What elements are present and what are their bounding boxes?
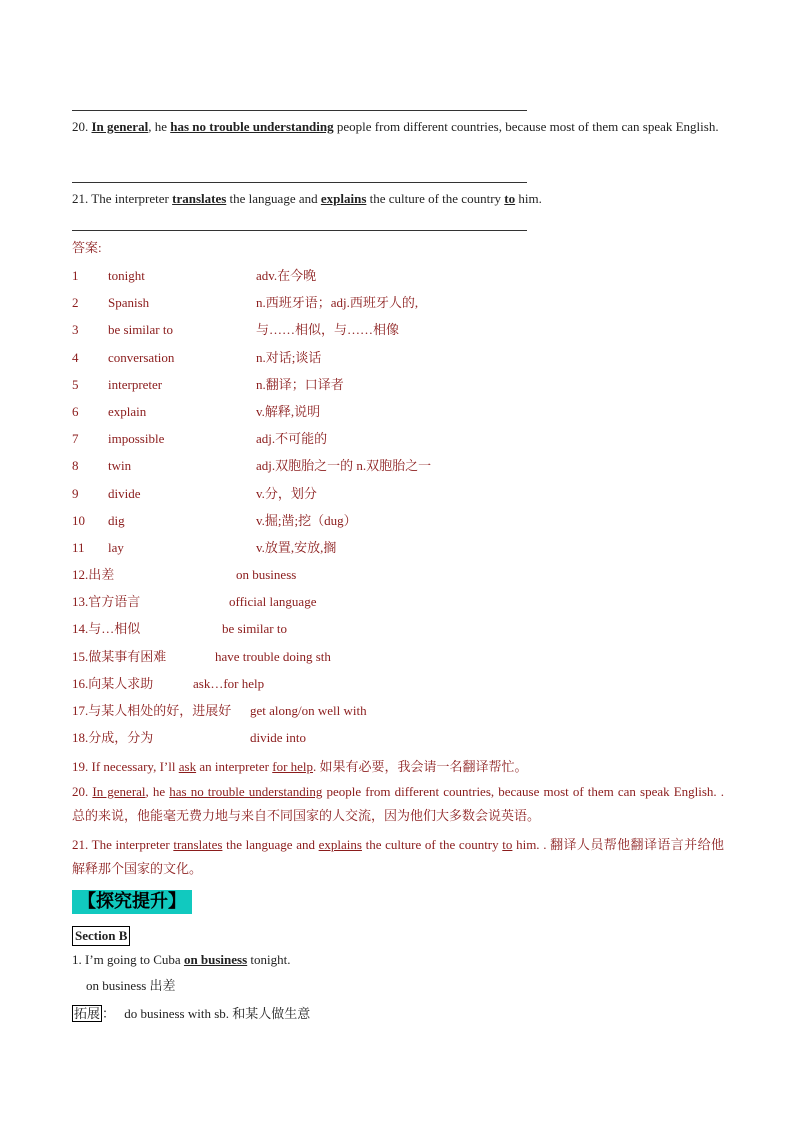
vocab-word: tonight [108,268,145,283]
vocab-meaning: v.解释,说明 [256,404,321,419]
expand-label: 拓展 [74,1006,101,1021]
vocab-number: 1 [72,268,79,283]
example1-text: 1. I’m going to Cuba [72,952,181,967]
q20-number: 20. [72,119,89,134]
a20-keyword-trouble: has no trouble understanding [169,784,323,799]
answer-line-21 [72,230,527,231]
q21-text-2: the culture of the country [369,191,502,206]
q20-keyword-in-general: In general [91,119,149,134]
phrase-chinese: 13.官方语言 [72,594,141,610]
q21-keyword-translates: translates [172,191,227,206]
example1-text-end: tonight. [250,952,291,967]
a21-translation: him. . 翻译人员帮他翻译语言并给他解释那个国家的文化。 [72,837,724,876]
vocab-word: dig [108,512,125,528]
vocab-word: twin [108,458,132,474]
vocab-meaning: v.放置,安放,搁 [256,540,337,555]
a21-text: 21. The interpreter [72,837,170,852]
vocab-number: 9 [72,485,79,501]
vocab-meaning: n.翻译；口译者 [256,376,344,392]
question-20 [72,115,724,139]
vocab-word: interpreter [108,376,163,392]
a21-keyword-explains: explains [318,837,362,852]
a21-text-2: the language and [226,837,315,852]
a19-keyword-for-help: for help [272,759,314,774]
vocab-word: explain [108,404,147,419]
q21-keyword-explains: explains [320,191,367,206]
vocab-number: 3 [72,322,79,338]
phrase-english: on business [236,567,297,582]
a19-text-2: an interpreter [199,759,269,774]
expand-note [72,1002,724,1026]
q21-keyword-to: to [504,191,516,206]
phrase-english: ask…for help [193,675,265,691]
vocab-word: conversation [108,349,175,365]
example-1 [72,948,724,972]
phrase-english: divide into [250,730,306,746]
vocab-word: lay [108,540,124,555]
vocab-meaning: v.掘;凿;挖（dug） [256,512,357,528]
vocab-meaning: adj.双胞胎之一的 n.双胞胎之一 [256,458,432,474]
q20-keyword-trouble: has no trouble understanding [170,119,334,134]
phrase-chinese: 14.与…相似 [72,621,141,637]
vocab-meaning: v.分，划分 [256,485,317,501]
answers-label: 答案: [72,240,102,255]
a20-text: , he [145,784,166,799]
a21-keyword-translates: translates [173,837,223,852]
expand-colon: ： [102,1006,116,1021]
vocab-word: impossible [108,431,165,447]
question-21 [72,187,724,211]
answer-line-20 [72,182,527,183]
a21-text-3: the culture of the country [365,837,499,852]
a20-translation: people from different countries, because most of them can speak English. . 总的来说，他能毫无费力地与来自不同国家的人交流，因为他们大多数会说英语。 [72,784,725,823]
section-b-label: Section B [72,926,130,946]
vocab-meaning: adj.不可能的 [256,431,328,447]
a21-keyword-to: to [502,837,513,852]
phrase-english: official language [229,594,317,610]
section-header-explore: 【探究提升】 [72,890,192,914]
vocab-meaning: 与……相似，与……相像 [256,322,400,338]
note-phrase: on business 出差 [86,978,176,993]
vocab-meaning: n.对话;谈话 [256,349,322,365]
phrase-english: have trouble doing sth [215,648,331,664]
vocab-meaning: n.西班牙语；adj.西班牙人的, [256,295,419,311]
vocab-number: 2 [72,295,79,311]
vocab-word: be similar to [108,322,173,338]
vocab-number: 7 [72,431,79,447]
phrase-english: be similar to [222,621,287,637]
phrase-chinese: 15.做某事有困难 [72,648,167,664]
vocab-number: 11 [72,540,85,555]
example1-keyword: on business [183,952,248,967]
vocab-number: 8 [72,458,79,474]
a19-translation: . 如果有必要，我会请一名翻译帮忙。 [313,759,528,774]
a19-keyword-ask: ask [178,759,197,774]
a20-keyword-in-general: In general [92,784,146,799]
q20-text-end: people from different countries, because most of them can speak English. [336,119,719,134]
vocab-number: 10 [72,512,85,528]
q21-text-end: him. [518,191,542,206]
expand-text: do business with sb. 和某人做生意 [124,1006,311,1021]
vocab-word: Spanish [108,295,150,311]
q21-text-start: 21. The interpreter [72,191,169,206]
q20-text: , he [148,119,167,134]
phrase-chinese: 17.与某人相处的好，进展好 [72,703,232,718]
phrase-chinese: 12.出差 [72,567,115,582]
answer-19 [72,755,724,779]
a20-number: 20. [72,784,89,799]
phrase-chinese: 16.向某人求助 [72,675,154,691]
vocab-word: divide [108,485,141,501]
phrase-english: get along/on well with [250,703,367,718]
answer-20 [72,780,724,828]
vocab-number: 4 [72,349,79,365]
vocab-number: 5 [72,376,79,392]
phrase-chinese: 18.分成，分为 [72,730,154,746]
answer-line-19 [72,110,527,111]
answer-21 [72,833,724,881]
vocab-number: 6 [72,404,79,419]
a19-text: 19. If necessary, I’ll [72,759,176,774]
q21-text: the language and [229,191,318,206]
vocab-meaning: adv.在今晚 [256,268,317,283]
